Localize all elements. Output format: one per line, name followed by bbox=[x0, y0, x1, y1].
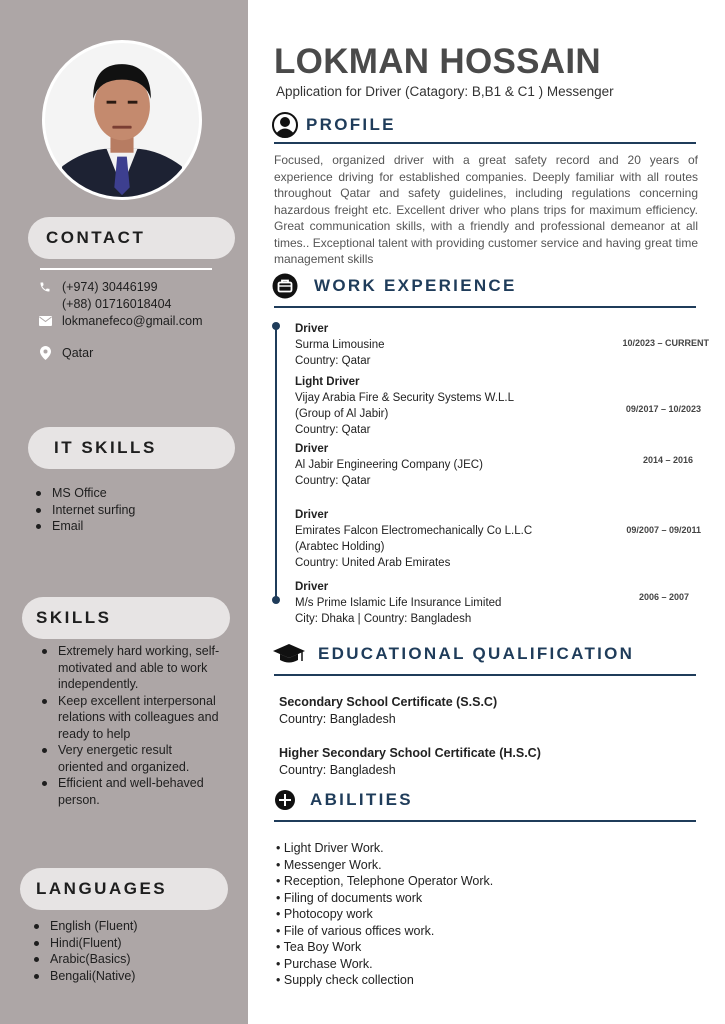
job-detail: M/s Prime Islamic Life Insurance Limited bbox=[295, 597, 502, 609]
contact-divider bbox=[40, 268, 212, 270]
work-section-header bbox=[272, 273, 517, 299]
job-detail: Country: Qatar bbox=[295, 475, 371, 487]
job-entry bbox=[295, 441, 483, 489]
email-address[interactable]: lokmanefeco@gmail.com bbox=[62, 314, 203, 328]
job-title: Light Driver bbox=[295, 376, 360, 388]
job-detail: City: Dhaka | Country: Bangladesh bbox=[295, 613, 472, 625]
list-item: • Reception, Telephone Operator Work. bbox=[276, 873, 493, 890]
education-entry bbox=[279, 745, 541, 779]
languages-heading: LANGUAGES bbox=[20, 868, 228, 910]
phone-primary[interactable]: (+974) 30446199 bbox=[62, 280, 158, 294]
email-icon bbox=[38, 314, 52, 328]
job-date: 10/2023 – CURRENT bbox=[622, 338, 709, 348]
list-item: English (Fluent) bbox=[32, 918, 138, 935]
abilities-divider bbox=[274, 820, 696, 822]
job-detail: Al Jabir Engineering Company (JEC) bbox=[295, 459, 483, 471]
profile-section-header bbox=[272, 112, 396, 138]
education-entry bbox=[279, 694, 497, 728]
timeline-dot bbox=[272, 596, 280, 604]
list-item: Efficient and well-behaved person. bbox=[40, 775, 220, 808]
work-divider bbox=[274, 306, 696, 308]
timeline bbox=[275, 324, 277, 600]
education-divider bbox=[274, 674, 696, 676]
job-date: 2014 – 2016 bbox=[642, 455, 693, 465]
contact-heading: CONTACT bbox=[28, 217, 235, 259]
profile-photo bbox=[42, 40, 202, 200]
list-item: Email bbox=[34, 518, 135, 535]
list-item: MS Office bbox=[34, 485, 135, 502]
abilities-list bbox=[276, 840, 493, 989]
graduation-cap-icon bbox=[272, 641, 306, 667]
list-item: • Tea Boy Work bbox=[276, 939, 493, 956]
job-detail: (Arabtec Holding) bbox=[295, 541, 385, 553]
location-pin-icon bbox=[38, 346, 52, 360]
phone-line bbox=[38, 280, 158, 294]
education-section-header bbox=[272, 641, 634, 667]
job-entry bbox=[295, 321, 384, 369]
job-detail: Surma Limousine bbox=[295, 339, 385, 351]
education-country: Country: Bangladesh bbox=[279, 763, 396, 777]
work-heading: WORK EXPERIENCE bbox=[314, 276, 517, 295]
education-heading: EDUCATIONAL QUALIFICATION bbox=[318, 644, 635, 663]
job-detail: Country: Qatar bbox=[295, 424, 371, 436]
job-date: 2006 – 2007 bbox=[638, 592, 689, 602]
abilities-heading: ABILITIES bbox=[310, 790, 413, 809]
main-content bbox=[248, 0, 725, 1024]
it-skills-list bbox=[34, 485, 135, 535]
education-country: Country: Bangladesh bbox=[279, 712, 396, 726]
phone-icon bbox=[38, 280, 52, 294]
application-subtitle: Application for Driver (Catagory: B,B1 & C1 ) Messenger bbox=[276, 84, 614, 99]
job-detail: Country: Qatar bbox=[295, 355, 371, 367]
job-entry bbox=[295, 579, 501, 627]
job-detail: (Group of Al Jabir) bbox=[295, 408, 389, 420]
location-text: Qatar bbox=[62, 346, 94, 360]
list-item: Arabic(Basics) bbox=[32, 951, 138, 968]
job-title: Driver bbox=[295, 581, 329, 593]
job-title: Driver bbox=[295, 323, 329, 335]
job-date: 09/2017 – 10/2023 bbox=[625, 404, 701, 414]
list-item: • Light Driver Work. bbox=[276, 840, 493, 857]
skills-heading: SKILLS bbox=[22, 597, 230, 639]
job-title: Driver bbox=[295, 509, 329, 521]
list-item: • Filing of documents work bbox=[276, 890, 493, 907]
list-item: Internet surfing bbox=[34, 502, 135, 519]
languages-list bbox=[32, 918, 138, 984]
list-item: • File of various offices work. bbox=[276, 923, 493, 940]
user-circle-icon bbox=[272, 112, 298, 138]
job-entry bbox=[295, 374, 514, 438]
list-item: Very energetic result oriented and organized. bbox=[40, 742, 220, 775]
list-item: • Supply check collection bbox=[276, 972, 493, 989]
timeline-dot bbox=[272, 322, 280, 330]
list-item: Hindi(Fluent) bbox=[32, 935, 138, 952]
list-item: • Photocopy work bbox=[276, 906, 493, 923]
list-item: • Messenger Work. bbox=[276, 857, 493, 874]
list-item: Extremely hard working, self-motivated and able to work independently. bbox=[40, 643, 220, 693]
profile-divider bbox=[274, 142, 696, 144]
phone-secondary[interactable]: (+88) 01716018404 bbox=[62, 297, 172, 311]
list-item: Bengali(Native) bbox=[32, 968, 138, 985]
job-detail: Vijay Arabia Fire & Security Systems W.L.L bbox=[295, 392, 515, 404]
list-item: • Purchase Work. bbox=[276, 956, 493, 973]
list-item: Keep excellent interpersonal relations with colleagues and ready to help bbox=[40, 693, 220, 743]
profile-summary: Focused, organized driver with a great safety record and 20 years of experience driving for established companies. Deeply familiar with all routes throughout Qatar and safety guidelines, including regulations concerning hazardous freight etc. Excellent driver who plans trips for maximum efficiency. Great communication skills, with a friendly and professional demeanor at all times.. Exceptional talent with providing customer service and having great time management skills bbox=[274, 153, 698, 266]
skills-list bbox=[40, 643, 220, 808]
education-title: Higher Secondary School Certificate (H.S.C) bbox=[279, 746, 541, 760]
job-date: 09/2007 – 09/2011 bbox=[626, 525, 701, 535]
job-detail: Country: United Arab Emirates bbox=[295, 557, 451, 569]
job-title: Driver bbox=[295, 443, 329, 455]
job-entry bbox=[295, 507, 532, 571]
education-title: Secondary School Certificate (S.S.C) bbox=[279, 695, 498, 709]
plus-circle-icon bbox=[272, 787, 298, 813]
sidebar bbox=[0, 0, 248, 1024]
location-line bbox=[38, 346, 93, 360]
candidate-name: LOKMAN HOSSAIN bbox=[274, 42, 601, 81]
it-skills-heading: IT SKILLS bbox=[28, 427, 235, 469]
email-line bbox=[38, 314, 203, 328]
abilities-section-header bbox=[272, 787, 413, 813]
profile-heading: PROFILE bbox=[306, 115, 396, 134]
person-portrait-icon bbox=[45, 43, 199, 197]
job-detail: Emirates Falcon Electromechanically Co L.L.C bbox=[295, 525, 533, 537]
briefcase-icon bbox=[272, 273, 298, 299]
